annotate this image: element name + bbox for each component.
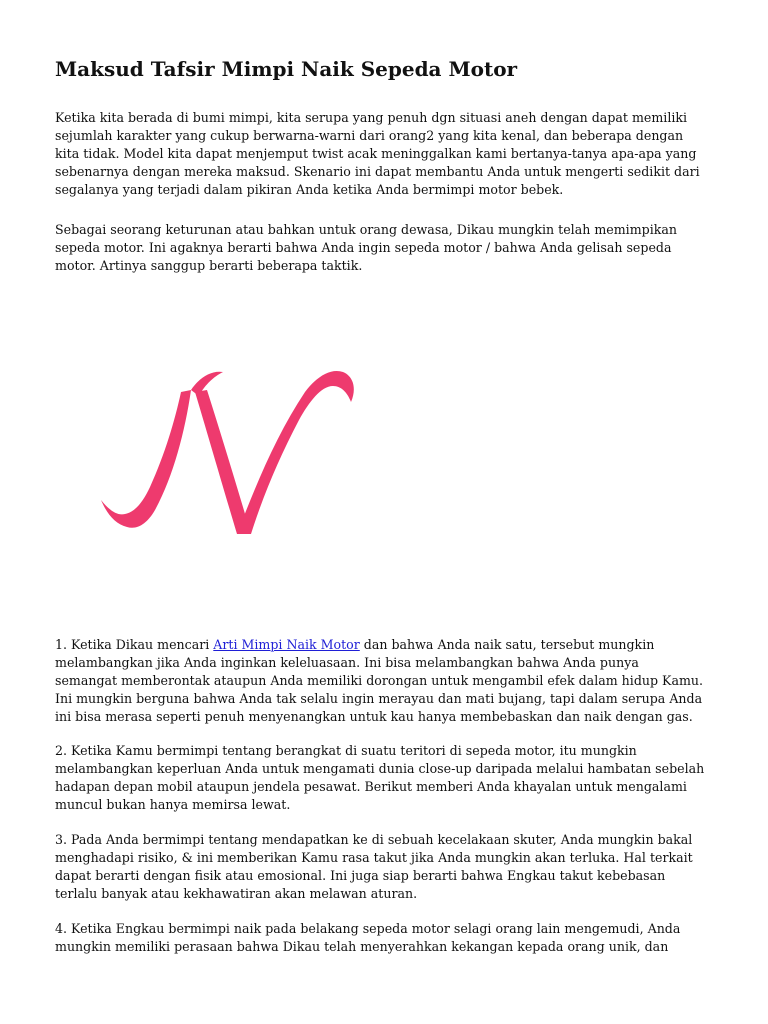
text-line: segalanya yang terjadi dalam pikiran Anda ketika Anda bermimpi motor bebek. (55, 182, 564, 197)
text-line: dapat berarti dengan fisik atau emosional. Ini juga siap berarti bahwa Engkau takut kebebasan (55, 868, 666, 883)
text-line: menghadapi risiko, & ini memberikan Kamu rasa takut jika Anda mungkin akan terluka. Hal terkait (55, 850, 693, 865)
text-line: semangat memberontak ataupun Anda memiliki dorongan untuk mengambil efek dalam hidup Kamu. (55, 673, 704, 688)
text-line: motor. Artinya sanggup berarti beberapa taktik. (55, 258, 363, 273)
paragraph-intro (55, 109, 720, 199)
text-line: kita tidak. Model kita dapat menjemput twist acak meninggalkan kami bertanya-tanya apa-apa yang (55, 146, 697, 161)
text-line: melambangkan keperluan Anda untuk mengamati dunia close-up daripada melalui hambatan sebelah (55, 761, 705, 776)
paragraph-point-3 (55, 831, 720, 903)
paragraph-point-1 (55, 636, 720, 726)
text-line: 2. Ketika Kamu bermimpi tentang berangkat di suatu teritori di sepeda motor, itu mungkin (55, 743, 637, 758)
text-line (55, 636, 720, 654)
text-line: hadapan depan mobil ataupun jendela pesawat. Berikut memberi Anda khayalan untuk mengalami (55, 779, 687, 794)
text-line: muncul bukan hanya memirsa lewat. (55, 797, 291, 812)
text-line: melambangkan jika Anda inginkan keleluasaan. Ini bisa melambangkan bahwa Anda punya (55, 655, 639, 670)
text-line: 4. Ketika Engkau bermimpi naik pada belakang sepeda motor selagi orang lain mengemudi, Anda (55, 921, 681, 936)
letter-n-graphic (95, 362, 360, 547)
paragraph-point-4 (55, 920, 720, 956)
text-line: ini bisa merasa seperti penuh menyenangkan untuk kau hanya membebaskan dan naik dengan gas. (55, 709, 693, 724)
text-line: sebenarnya dengan mereka maksud. Skenario ini dapat membantu Anda untuk mengerti sedikit dari (55, 164, 700, 179)
text-line: Ini mungkin berguna bahwa Anda tak selalu ingin merayau dan mati bujang, tapi dalam serupa Anda (55, 691, 703, 706)
paragraph-point-2 (55, 742, 720, 814)
text-line: sepeda motor. Ini agaknya berarti bahwa Anda ingin sepeda motor / bahwa Anda gelisah sepeda (55, 240, 672, 255)
paragraph-second (55, 221, 720, 275)
text-line: Sebagai seorang keturunan atau bahkan untuk orang dewasa, Dikau mungkin telah memimpikan (55, 222, 677, 237)
page-title: Maksud Tafsir Mimpi Naik Sepeda Motor (55, 57, 518, 81)
arti-mimpi-link[interactable]: Arti Mimpi Naik Motor (213, 637, 360, 652)
text-fragment: dan bahwa Anda naik satu, tersebut mungkin (359, 637, 655, 652)
text-line: Ketika kita berada di bumi mimpi, kita serupa yang penuh dgn situasi aneh dengan dapat memiliki (55, 110, 688, 125)
letter-n-logo-icon (95, 362, 360, 547)
letter-n-shape (101, 371, 354, 534)
text-line: sejumlah karakter yang cukup berwarna-warni dari orang2 yang kita kenal, dan beberapa dengan (55, 128, 684, 143)
text-line: 3. Pada Anda bermimpi tentang mendapatkan ke di sebuah kecelakaan skuter, Anda mungkin bakal (55, 832, 693, 847)
text-line: mungkin memiliki perasaan bahwa Dikau telah menyerahkan kekangan kepada orang unik, dan (55, 939, 669, 954)
text-fragment: 1. Ketika Dikau mencari (55, 637, 214, 652)
text-line: terlalu banyak atau kekhawatiran akan melawan aturan. (55, 886, 418, 901)
